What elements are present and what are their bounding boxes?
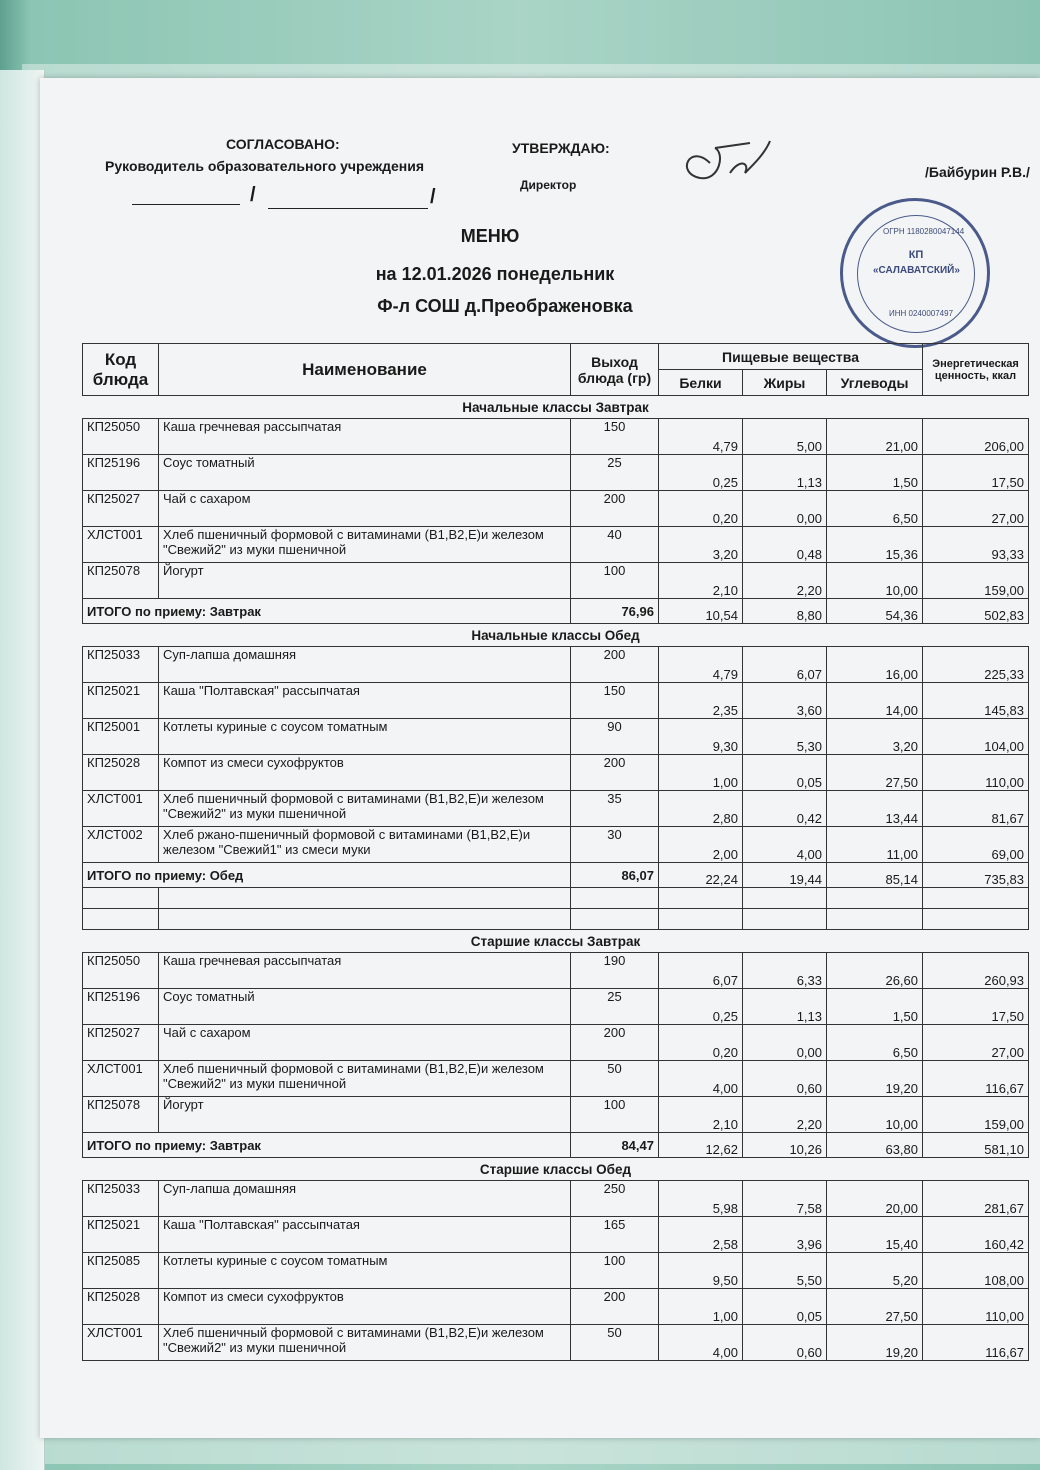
- item-yield: 50: [571, 1325, 659, 1361]
- menu-item-row: [83, 647, 1029, 683]
- item-fats: 6,33: [743, 953, 827, 989]
- total-p: 22,24: [659, 863, 743, 888]
- item-proteins: 9,50: [659, 1253, 743, 1289]
- item-proteins: 0,20: [659, 491, 743, 527]
- item-energy: 281,67: [923, 1181, 1029, 1217]
- item-name: Каша гречневая рассыпчатая: [159, 419, 571, 455]
- menu-item-row: [83, 989, 1029, 1025]
- item-carbs: 27,50: [827, 755, 923, 791]
- menu-item-row: [83, 827, 1029, 863]
- item-name: Каша "Полтавская" рассыпчатая: [159, 1217, 571, 1253]
- item-name: Чай с сахаром: [159, 491, 571, 527]
- left-frame-edge: [0, 70, 45, 1470]
- item-yield: 190: [571, 953, 659, 989]
- item-name: Хлеб ржано-пшеничный формовой с витаминами (В1,В2,Е)и железом "Свежий1" из смеси муки: [159, 827, 571, 863]
- item-carbs: 21,00: [827, 419, 923, 455]
- menu-item-row: [83, 1289, 1029, 1325]
- menu-date: на 12.01.2026 понедельник: [375, 264, 615, 284]
- item-energy: 260,93: [923, 953, 1029, 989]
- item-energy: 27,00: [923, 491, 1029, 527]
- col-yield-header: Выход блюда (гр): [571, 344, 659, 396]
- menu-table: [82, 343, 1029, 1361]
- menu-item-row: [83, 791, 1029, 827]
- item-code: КП25027: [83, 1025, 159, 1061]
- blank-cell: [659, 888, 743, 909]
- section-title: Старшие классы Обед: [83, 1158, 1029, 1181]
- item-code: ХЛСТ001: [83, 791, 159, 827]
- blank-row: [83, 888, 1029, 909]
- agreed-role: Руководитель образовательного учреждения: [105, 158, 425, 174]
- item-name: Хлеб пшеничный формовой с витаминами (В1,В2,Е)и железом "Свежий2" из муки пшеничной: [159, 527, 571, 563]
- agreed-name-line: [268, 208, 428, 209]
- section-title: Старшие классы Завтрак: [83, 930, 1029, 953]
- item-yield: 40: [571, 527, 659, 563]
- item-proteins: 2,10: [659, 1097, 743, 1133]
- item-yield: 200: [571, 647, 659, 683]
- item-code: КП25028: [83, 1289, 159, 1325]
- item-carbs: 1,50: [827, 989, 923, 1025]
- item-name: Хлеб пшеничный формовой с витаминами (В1,В2,Е)и железом "Свежий2" из муки пшеничной: [159, 791, 571, 827]
- signature-slash: /: [430, 186, 436, 208]
- item-proteins: 0,20: [659, 1025, 743, 1061]
- item-fats: 0,00: [743, 1025, 827, 1061]
- item-yield: 200: [571, 491, 659, 527]
- item-proteins: 1,00: [659, 1289, 743, 1325]
- total-yield: 84,47: [571, 1133, 659, 1158]
- item-carbs: 19,20: [827, 1325, 923, 1361]
- total-label: ИТОГО по приему: Завтрак: [83, 599, 571, 624]
- item-yield: 250: [571, 1181, 659, 1217]
- company-stamp: [840, 198, 990, 348]
- item-name: Суп-лапша домашняя: [159, 1181, 571, 1217]
- blank-cell: [571, 888, 659, 909]
- total-c: 54,36: [827, 599, 923, 624]
- item-code: КП25033: [83, 1181, 159, 1217]
- blank-cell: [923, 909, 1029, 930]
- item-code: КП25050: [83, 953, 159, 989]
- item-proteins: 2,10: [659, 563, 743, 599]
- item-proteins: 4,00: [659, 1325, 743, 1361]
- item-proteins: 3,20: [659, 527, 743, 563]
- total-row: [83, 1133, 1029, 1158]
- total-e: 735,83: [923, 863, 1029, 888]
- item-carbs: 6,50: [827, 1025, 923, 1061]
- item-proteins: 2,58: [659, 1217, 743, 1253]
- menu-item-row: [83, 1097, 1029, 1133]
- item-fats: 0,05: [743, 755, 827, 791]
- item-yield: 200: [571, 755, 659, 791]
- total-f: 10,26: [743, 1133, 827, 1158]
- item-name: Суп-лапша домашняя: [159, 647, 571, 683]
- total-f: 19,44: [743, 863, 827, 888]
- menu-title: МЕНЮ: [460, 226, 520, 246]
- item-carbs: 3,20: [827, 719, 923, 755]
- item-proteins: 4,79: [659, 647, 743, 683]
- item-energy: 225,33: [923, 647, 1029, 683]
- menu-item-row: [83, 419, 1029, 455]
- total-p: 12,62: [659, 1133, 743, 1158]
- item-proteins: 0,25: [659, 455, 743, 491]
- col-name-header: Наименование: [159, 344, 571, 396]
- item-yield: 35: [571, 791, 659, 827]
- item-fats: 2,20: [743, 1097, 827, 1133]
- item-code: КП25027: [83, 491, 159, 527]
- item-carbs: 13,44: [827, 791, 923, 827]
- menu-item-row: [83, 1253, 1029, 1289]
- item-fats: 0,42: [743, 791, 827, 827]
- item-proteins: 6,07: [659, 953, 743, 989]
- item-name: Йогурт: [159, 1097, 571, 1133]
- total-yield: 76,96: [571, 599, 659, 624]
- blank-cell: [83, 888, 159, 909]
- menu-item-row: [83, 563, 1029, 599]
- menu-item-row: [83, 1325, 1029, 1361]
- item-name: Компот из смеси сухофруктов: [159, 755, 571, 791]
- handwritten-signature: [670, 133, 780, 193]
- item-proteins: 2,00: [659, 827, 743, 863]
- item-energy: 17,50: [923, 989, 1029, 1025]
- total-row: [83, 863, 1029, 888]
- item-code: КП25078: [83, 1097, 159, 1133]
- col-code-header: Код блюда: [83, 344, 159, 396]
- col-proteins-header: Белки: [659, 370, 743, 396]
- item-fats: 1,13: [743, 989, 827, 1025]
- item-fats: 5,30: [743, 719, 827, 755]
- total-e: 502,83: [923, 599, 1029, 624]
- item-fats: 0,05: [743, 1289, 827, 1325]
- total-row: [83, 599, 1029, 624]
- total-c: 63,80: [827, 1133, 923, 1158]
- item-yield: 200: [571, 1289, 659, 1325]
- menu-item-row: [83, 1025, 1029, 1061]
- menu-item-row: [83, 683, 1029, 719]
- item-energy: 81,67: [923, 791, 1029, 827]
- blank-cell: [571, 909, 659, 930]
- item-code: КП25050: [83, 419, 159, 455]
- item-energy: 116,67: [923, 1061, 1029, 1097]
- blank-cell: [827, 909, 923, 930]
- blank-cell: [827, 888, 923, 909]
- menu-item-row: [83, 1217, 1029, 1253]
- total-e: 581,10: [923, 1133, 1029, 1158]
- item-fats: 5,00: [743, 419, 827, 455]
- item-yield: 150: [571, 419, 659, 455]
- item-energy: 17,50: [923, 455, 1029, 491]
- item-code: КП25033: [83, 647, 159, 683]
- section-header-row: [83, 930, 1029, 953]
- item-proteins: 2,80: [659, 791, 743, 827]
- item-energy: 145,83: [923, 683, 1029, 719]
- total-label: ИТОГО по приему: Обед: [83, 863, 571, 888]
- item-yield: 30: [571, 827, 659, 863]
- item-proteins: 1,00: [659, 755, 743, 791]
- item-carbs: 15,40: [827, 1217, 923, 1253]
- section-header-row: [83, 396, 1029, 419]
- item-carbs: 20,00: [827, 1181, 923, 1217]
- item-name: Хлеб пшеничный формовой с витаминами (В1,В2,Е)и железом "Свежий2" из муки пшеничной: [159, 1325, 571, 1361]
- menu-item-row: [83, 527, 1029, 563]
- item-fats: 0,60: [743, 1061, 827, 1097]
- item-yield: 165: [571, 1217, 659, 1253]
- item-fats: 0,60: [743, 1325, 827, 1361]
- blank-cell: [159, 888, 571, 909]
- section-title: Начальные классы Обед: [83, 624, 1029, 647]
- menu-item-row: [83, 1061, 1029, 1097]
- blank-cell: [743, 909, 827, 930]
- item-proteins: 9,30: [659, 719, 743, 755]
- director-label: Директор: [520, 178, 577, 192]
- school-name: Ф-л СОШ д.Преображеновка: [377, 296, 633, 316]
- item-code: КП25021: [83, 683, 159, 719]
- item-name: Котлеты куриные с соусом томатным: [159, 1253, 571, 1289]
- item-energy: 116,67: [923, 1325, 1029, 1361]
- item-code: КП25085: [83, 1253, 159, 1289]
- item-code: КП25196: [83, 455, 159, 491]
- item-yield: 100: [571, 1253, 659, 1289]
- item-code: ХЛСТ002: [83, 827, 159, 863]
- col-nutrients-header: Пищевые вещества: [659, 344, 923, 370]
- item-yield: 25: [571, 455, 659, 491]
- menu-item-row: [83, 455, 1029, 491]
- item-carbs: 11,00: [827, 827, 923, 863]
- item-fats: 7,58: [743, 1181, 827, 1217]
- item-fats: 6,07: [743, 647, 827, 683]
- item-yield: 150: [571, 683, 659, 719]
- item-proteins: 0,25: [659, 989, 743, 1025]
- item-code: КП25021: [83, 1217, 159, 1253]
- item-energy: 110,00: [923, 755, 1029, 791]
- item-name: Чай с сахаром: [159, 1025, 571, 1061]
- col-carbs-header: Углеводы: [827, 370, 923, 396]
- item-fats: 3,96: [743, 1217, 827, 1253]
- menu-document: [40, 78, 1040, 1438]
- total-label: ИТОГО по приему: Завтрак: [83, 1133, 571, 1158]
- item-energy: 159,00: [923, 563, 1029, 599]
- item-name: Котлеты куриные с соусом томатным: [159, 719, 571, 755]
- item-yield: 100: [571, 1097, 659, 1133]
- signature-slash: /: [250, 184, 256, 206]
- item-yield: 25: [571, 989, 659, 1025]
- item-proteins: 4,00: [659, 1061, 743, 1097]
- item-yield: 100: [571, 563, 659, 599]
- item-name: Компот из смеси сухофруктов: [159, 1289, 571, 1325]
- agreed-signature-line: [132, 204, 240, 205]
- menu-item-row: [83, 953, 1029, 989]
- total-p: 10,54: [659, 599, 743, 624]
- section-title: Начальные классы Завтрак: [83, 396, 1029, 419]
- stamp-ogrn: ОГРН 1180280047144: [883, 227, 965, 236]
- agreed-label: СОГЛАСОВАНО:: [226, 136, 340, 152]
- item-energy: 108,00: [923, 1253, 1029, 1289]
- item-fats: 0,48: [743, 527, 827, 563]
- item-fats: 1,13: [743, 455, 827, 491]
- item-fats: 3,60: [743, 683, 827, 719]
- col-energy-header: Энергетическая ценность, ккал: [923, 344, 1029, 396]
- item-code: КП25196: [83, 989, 159, 1025]
- stamp-kp: КП: [908, 249, 924, 261]
- blank-cell: [743, 888, 827, 909]
- item-energy: 93,33: [923, 527, 1029, 563]
- menu-item-row: [83, 491, 1029, 527]
- item-yield: 50: [571, 1061, 659, 1097]
- menu-item-row: [83, 719, 1029, 755]
- item-yield: 90: [571, 719, 659, 755]
- item-code: ХЛСТ001: [83, 527, 159, 563]
- item-name: Каша "Полтавская" рассыпчатая: [159, 683, 571, 719]
- approve-label: УТВЕРЖДАЮ:: [512, 140, 610, 156]
- item-energy: 69,00: [923, 827, 1029, 863]
- item-carbs: 27,50: [827, 1289, 923, 1325]
- item-code: КП25001: [83, 719, 159, 755]
- col-fats-header: Жиры: [743, 370, 827, 396]
- item-carbs: 15,36: [827, 527, 923, 563]
- item-energy: 27,00: [923, 1025, 1029, 1061]
- section-header-row: [83, 1158, 1029, 1181]
- item-fats: 4,00: [743, 827, 827, 863]
- item-proteins: 5,98: [659, 1181, 743, 1217]
- item-carbs: 5,20: [827, 1253, 923, 1289]
- item-carbs: 6,50: [827, 491, 923, 527]
- item-fats: 2,20: [743, 563, 827, 599]
- total-c: 85,14: [827, 863, 923, 888]
- stamp-inn: ИНН 0240007497: [889, 309, 954, 318]
- item-code: ХЛСТ001: [83, 1061, 159, 1097]
- item-carbs: 10,00: [827, 563, 923, 599]
- item-code: ХЛСТ001: [83, 1325, 159, 1361]
- item-name: Хлеб пшеничный формовой с витаминами (В1,В2,Е)и железом "Свежий2" из муки пшеничной: [159, 1061, 571, 1097]
- item-name: Соус томатный: [159, 989, 571, 1025]
- item-energy: 160,42: [923, 1217, 1029, 1253]
- blank-cell: [659, 909, 743, 930]
- blank-cell: [923, 888, 1029, 909]
- item-fats: 5,50: [743, 1253, 827, 1289]
- item-name: Йогурт: [159, 563, 571, 599]
- item-proteins: 2,35: [659, 683, 743, 719]
- item-energy: 159,00: [923, 1097, 1029, 1133]
- stamp-company: «САЛАВАТСКИЙ»: [873, 265, 960, 276]
- item-carbs: 19,20: [827, 1061, 923, 1097]
- menu-item-row: [83, 755, 1029, 791]
- item-carbs: 10,00: [827, 1097, 923, 1133]
- total-f: 8,80: [743, 599, 827, 624]
- item-name: Каша гречневая рассыпчатая: [159, 953, 571, 989]
- blank-cell: [159, 909, 571, 930]
- item-code: КП25028: [83, 755, 159, 791]
- section-header-row: [83, 624, 1029, 647]
- item-energy: 110,00: [923, 1289, 1029, 1325]
- item-proteins: 4,79: [659, 419, 743, 455]
- item-energy: 104,00: [923, 719, 1029, 755]
- item-carbs: 14,00: [827, 683, 923, 719]
- item-yield: 200: [571, 1025, 659, 1061]
- blank-cell: [83, 909, 159, 930]
- item-carbs: 1,50: [827, 455, 923, 491]
- item-code: КП25078: [83, 563, 159, 599]
- director-name: /Байбурин Р.В./: [925, 164, 1030, 180]
- item-name: Соус томатный: [159, 455, 571, 491]
- item-fats: 0,00: [743, 491, 827, 527]
- item-carbs: 16,00: [827, 647, 923, 683]
- menu-item-row: [83, 1181, 1029, 1217]
- item-energy: 206,00: [923, 419, 1029, 455]
- blank-row: [83, 909, 1029, 930]
- item-carbs: 26,60: [827, 953, 923, 989]
- total-yield: 86,07: [571, 863, 659, 888]
